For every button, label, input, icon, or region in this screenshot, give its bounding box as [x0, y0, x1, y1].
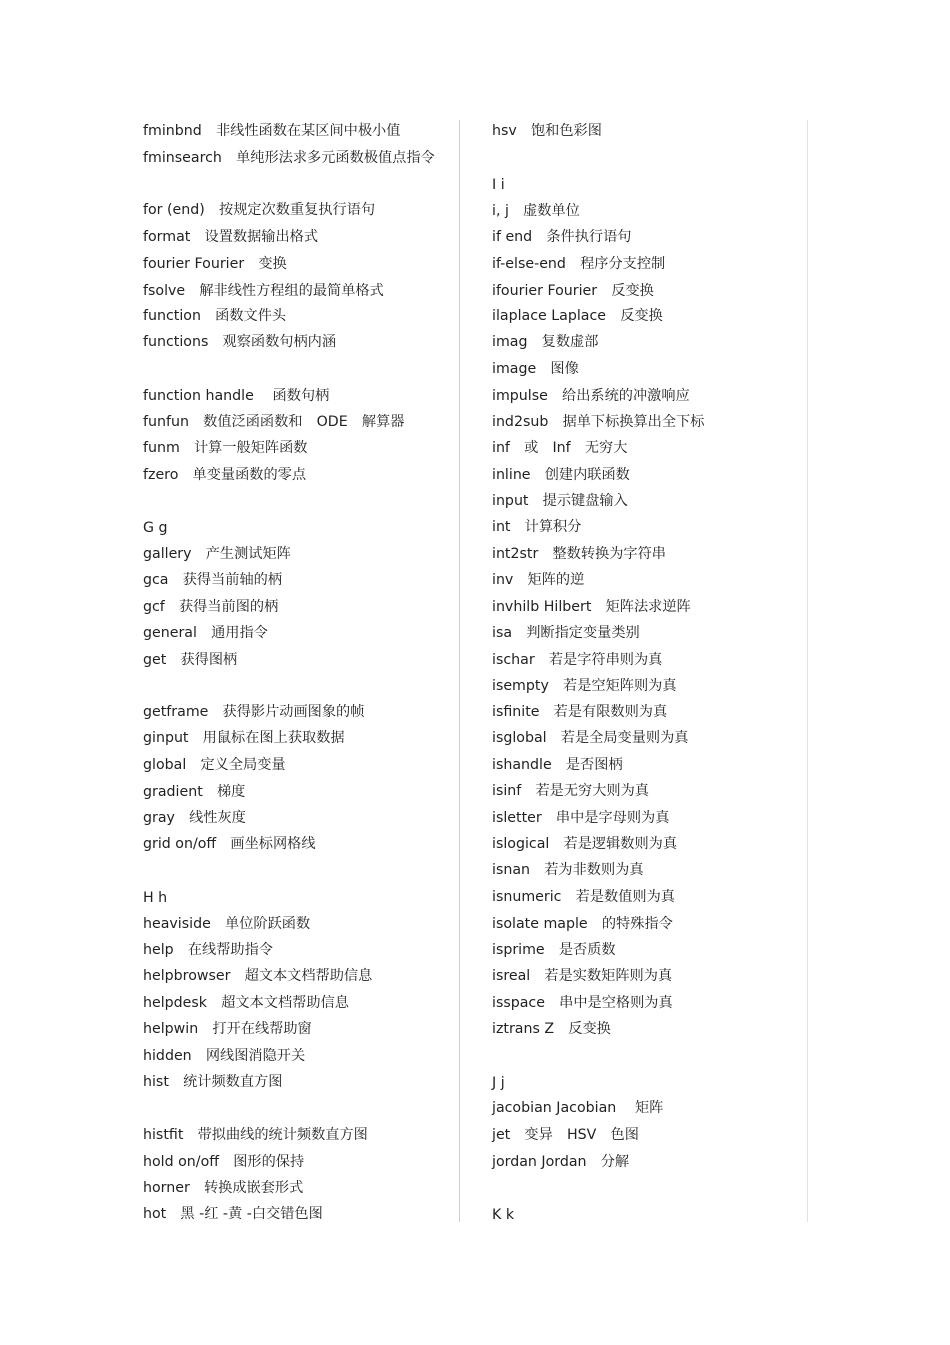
entry-ind2sub: ind2sub 据单下标换算出全下标 [492, 414, 705, 430]
entry-image: image 图像 [492, 361, 579, 377]
entry-inline: inline 创建内联函数 [492, 467, 630, 483]
entry-horner: horner 转换成嵌套形式 [143, 1180, 304, 1196]
entry-isolate: isolate maple 的特殊指令 [492, 916, 673, 932]
entry-invhilb: invhilb Hilbert 矩阵法求逆阵 [492, 599, 691, 615]
entry-gcf: gcf 获得当前图的柄 [143, 599, 279, 615]
entry-gallery: gallery 产生测试矩阵 [143, 546, 291, 562]
right-column [492, 120, 808, 1222]
entry-isfinite: isfinite 若是有限数则为真 [492, 704, 668, 720]
entry-hot: hot 黑 -红 -黄 -白交错色图 [143, 1206, 323, 1222]
entry-ifourier: ifourier Fourier 反变换 [492, 283, 654, 299]
entry-function: function 函数文件头 [143, 308, 287, 324]
entry-general: general 通用指令 [143, 625, 268, 641]
entry-jet: jet 变异 HSV 色图 [492, 1127, 639, 1143]
entry-i: i, j 虚数单位 [492, 203, 580, 219]
entry-jordan: jordan Jordan 分解 [492, 1154, 630, 1170]
entry-gca: gca 获得当前轴的柄 [143, 572, 283, 588]
entry-int2str: int2str 整数转换为字符串 [492, 546, 666, 562]
entry-iztrans: iztrans Z 反变换 [492, 1021, 611, 1037]
entry-global: global 定义全局变量 [143, 757, 286, 773]
entry-jacobian: jacobian Jacobian 矩阵 [492, 1100, 664, 1116]
entry-imag: imag 复数虚部 [492, 334, 599, 350]
entry-fzero: fzero 单变量函数的零点 [143, 467, 307, 483]
entry-helpwin: helpwin 打开在线帮助窗 [143, 1021, 312, 1037]
entry-isglobal: isglobal 若是全局变量则为真 [492, 730, 689, 746]
entry-isnumeric: isnumeric 若是数值则为真 [492, 889, 675, 905]
entry-if-else-end: if-else-end 程序分支控制 [492, 256, 666, 272]
section-heading: I i [492, 177, 505, 193]
section-heading: H h [143, 890, 168, 906]
entry-format: format 设置数据输出格式 [143, 229, 319, 245]
entry-impulse: impulse 给出系统的冲激响应 [492, 388, 690, 404]
entry-isnan: isnan 若为非数则为真 [492, 862, 644, 878]
entry-isa: isa 判断指定变量类别 [492, 625, 640, 641]
entry-funfun: funfun 数值泛函函数和 ODE 解算器 [143, 414, 405, 430]
entry-helpbrowser: helpbrowser 超文本文档帮助信息 [143, 968, 373, 984]
entry-inv: inv 矩阵的逆 [492, 572, 585, 588]
entry-hidden: hidden 网线图消隐开关 [143, 1048, 306, 1064]
left-column [143, 120, 460, 1222]
entry-for: for (end) 按规定次数重复执行语句 [143, 202, 376, 218]
entry-ishandle: ishandle 是否图柄 [492, 757, 623, 773]
section-heading: J j [492, 1075, 505, 1091]
entry-gray: gray 线性灰度 [143, 810, 246, 826]
entry-get: get 获得图柄 [143, 652, 238, 668]
entry-input: input 提示键盘输入 [492, 493, 628, 509]
section-heading: K k [492, 1207, 515, 1223]
entry-gradient: gradient 梯度 [143, 784, 246, 800]
entry-fminsearch: fminsearch 单纯形法求多元函数极值点指令 [143, 150, 435, 166]
entry-hist: hist 统计频数直方图 [143, 1074, 283, 1090]
entry-ilaplace: ilaplace Laplace 反变换 [492, 308, 663, 324]
entry-isletter: isletter 串中是字母则为真 [492, 810, 670, 826]
entry-isempty: isempty 若是空矩阵则为真 [492, 678, 677, 694]
entry-isprime: isprime 是否质数 [492, 942, 616, 958]
entry-fminbnd: fminbnd 非线性函数在某区间中极小值 [143, 123, 401, 139]
entry-getframe: getframe 获得影片动画图象的帧 [143, 704, 365, 720]
entry-functions: functions 观察函数句柄内涵 [143, 334, 337, 350]
entry-histfit: histfit 带拟曲线的统计频数直方图 [143, 1127, 368, 1143]
entry-ischar: ischar 若是字符串则为真 [492, 652, 663, 668]
entry-int: int 计算积分 [492, 519, 582, 535]
entry-grid: grid on/off 画坐标网格线 [143, 836, 316, 852]
entry-ginput: ginput 用鼠标在图上获取数据 [143, 730, 345, 746]
entry-fsolve: fsolve 解非线性方程组的最简单格式 [143, 283, 384, 299]
entry-helpdesk: helpdesk 超文本文档帮助信息 [143, 995, 349, 1011]
entry-fourier: fourier Fourier 变换 [143, 256, 287, 272]
entry-heaviside: heaviside 单位阶跃函数 [143, 916, 311, 932]
entry-if: if end 条件执行语句 [492, 229, 632, 245]
entry-hold: hold on/off 图形的保持 [143, 1154, 305, 1170]
entry-isspace: isspace 串中是空格则为真 [492, 995, 673, 1011]
entry-inf: inf 或 Inf 无穷大 [492, 440, 628, 456]
entry-isinf: isinf 若是无穷大则为真 [492, 783, 649, 799]
entry-isreal: isreal 若是实数矩阵则为真 [492, 968, 673, 984]
entry-function: function handle 函数句柄 [143, 388, 330, 404]
entry-islogical: islogical 若是逻辑数则为真 [492, 836, 678, 852]
section-heading: G g [143, 520, 168, 536]
entry-funm: funm 计算一般矩阵函数 [143, 440, 308, 456]
entry-hsv: hsv 饱和色彩图 [492, 123, 602, 139]
entry-help: help 在线帮助指令 [143, 942, 273, 958]
